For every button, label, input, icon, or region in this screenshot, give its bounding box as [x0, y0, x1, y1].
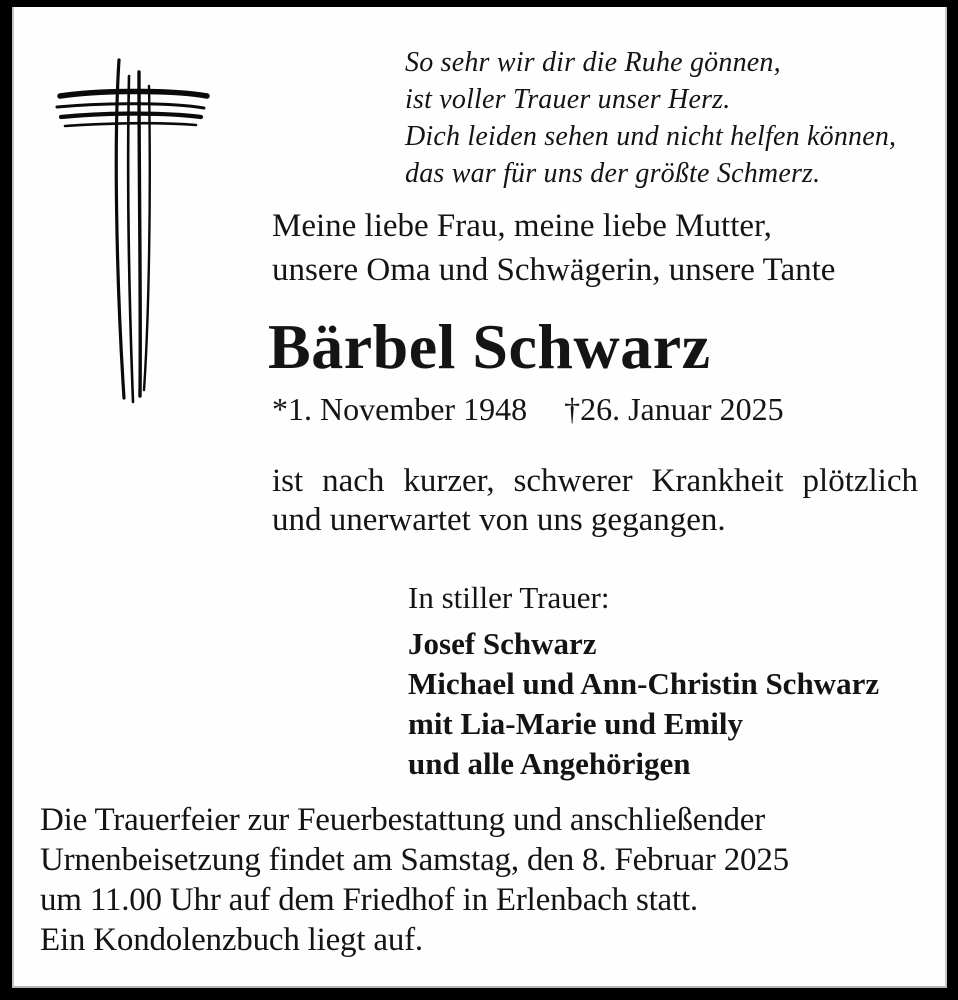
mourners-list: [408, 624, 879, 784]
poem-line: Dich leiden sehen und nicht helfen können,: [405, 121, 897, 152]
poem-line: So sehr wir dir die Ruhe gönnen,: [405, 47, 781, 78]
mourner-line: Josef Schwarz: [408, 626, 597, 661]
salutation-line: unsere Oma und Schwägerin, unsere Tante: [272, 252, 836, 288]
death-date: †26. Januar 2025: [564, 391, 784, 427]
salutation-line: Meine liebe Frau, meine liebe Mutter,: [272, 208, 772, 244]
mourning-label: In stiller Trauer:: [408, 580, 610, 615]
mourner-line: und alle Angehörigen: [408, 746, 691, 781]
memorial-cross-icon: [50, 46, 220, 408]
passing-line: und unerwartet von uns gegangen.: [272, 502, 726, 538]
funeral-line: Urnenbeisetzung findet am Samstag, den 8. Februar 2025: [40, 842, 789, 878]
mourner-line: mit Lia-Marie und Emily: [408, 706, 743, 741]
funeral-line: um 11.00 Uhr auf dem Friedhof in Erlenbach statt.: [40, 882, 698, 918]
poem-line: ist voller Trauer unser Herz.: [405, 84, 731, 115]
passing-line: ist nach kurzer, schwerer Krankheit plötzlich: [272, 463, 918, 499]
life-dates: [272, 391, 784, 428]
birth-date: *1. November 1948: [272, 391, 528, 427]
mourner-line: Michael und Ann-Christin Schwarz: [408, 666, 880, 701]
passing-statement: [272, 462, 918, 540]
memorial-poem: [405, 44, 896, 192]
funeral-line: Die Trauerfeier zur Feuerbestattung und anschließender: [40, 802, 766, 838]
deceased-name: Bärbel Schwarz: [268, 311, 711, 382]
funeral-line: Ein Kondolenzbuch liegt auf.: [40, 922, 423, 958]
poem-line: das war für uns der größte Schmerz.: [405, 158, 821, 189]
funeral-details: [40, 800, 789, 960]
salutation: [272, 204, 835, 292]
